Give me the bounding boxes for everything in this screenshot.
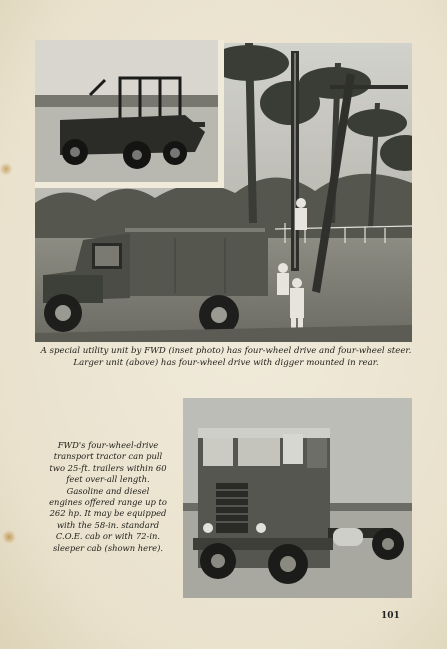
paper-stain [2, 530, 16, 544]
paper-stain [0, 163, 12, 175]
transport-tractor-photo [183, 398, 412, 598]
inset-utility-unit-photo [35, 40, 224, 188]
tractor-caption: FWD's four-wheel-drive transport tractor can pull two 25-ft. trailers within 60 feet over-all length. Gasoline and diesel engines offered range up to 262 hp. It may be equipped with the 58-in. standard C.O.E. cab or with 72-in. sleeper cab (shown here). [49, 440, 167, 553]
main-photo-caption: A special utility unit by FWD (inset photo) has four-wheel drive and four-wheel steer. Larger unit (above) has four-wheel drive with digger mounted in rear. [40, 346, 412, 368]
page-number: 101 [381, 611, 400, 621]
